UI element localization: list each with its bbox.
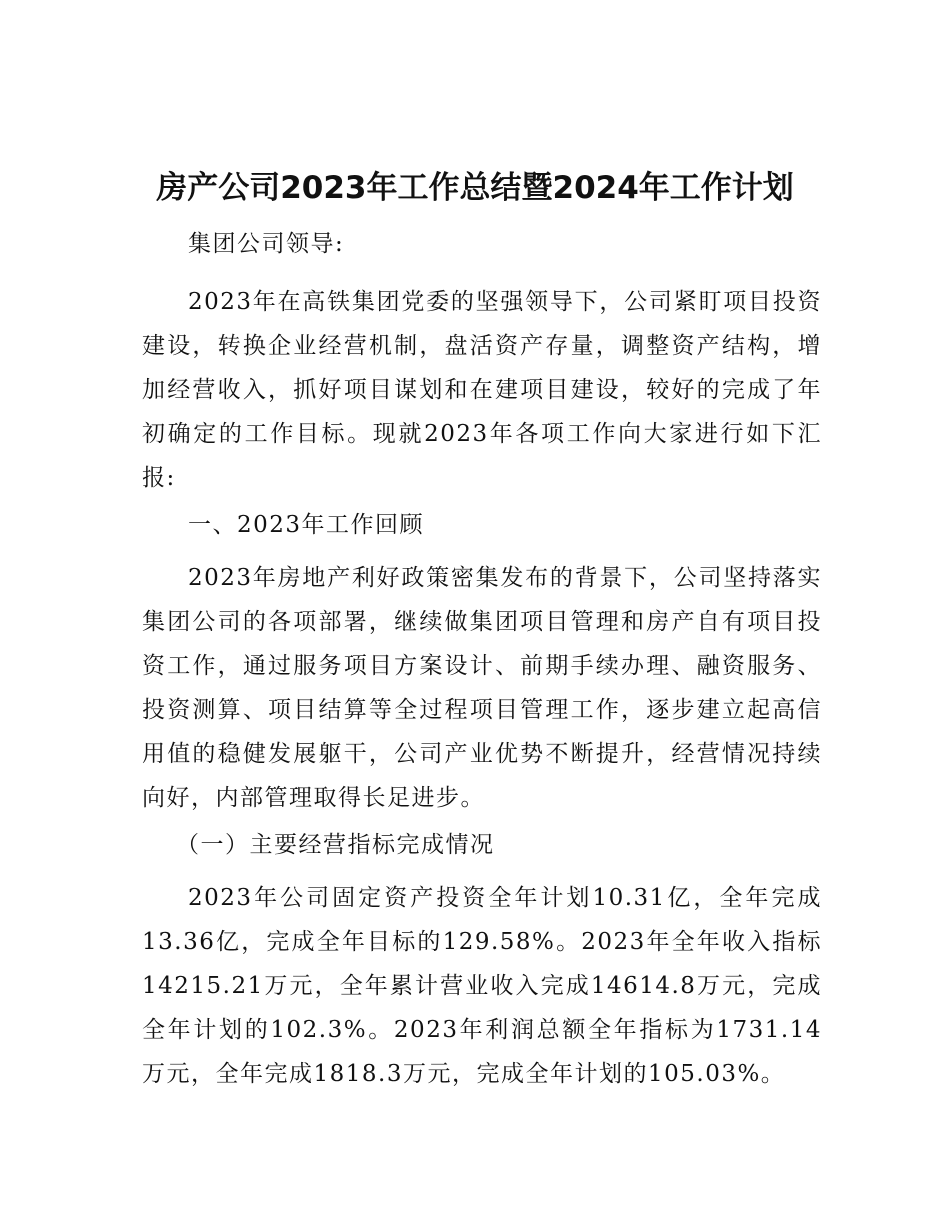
review-paragraph: 2023年房地产利好政策密集发布的背景下，公司坚持落实集团公司的各项部署，继续做集团项目管理和房产自有项目投资工作，通过服务项目方案设计、前期手续办理、融资服务、投资测算、项目结算等全过程项目管理工作，逐步建立起高信用值的稳健发展躯干，公司产业优势不断提升，经营情况持续向好，内部管理取得长足进步。	[142, 565, 822, 811]
indicators-paragraph: 2023年公司固定资产投资全年计划10.31亿，全年完成13.36亿，完成全年目标的129.58%。2023年全年收入指标14215.21万元，全年累计营业收入完成14614.8万元，完成全年计划的102.3%。2023年利润总额全年指标为1731.14万元，全年完成1818.3万元，完成全年计划的105.03%。	[142, 885, 822, 1087]
salutation: 集团公司领导:	[188, 231, 345, 257]
section-heading-review: 一、2023年工作回顾	[188, 512, 425, 538]
document-title: 房产公司2023年工作总结暨2024年工作计划	[156, 170, 794, 206]
subsection-heading-indicators: （一）主要经营指标完成情况	[176, 832, 495, 858]
intro-paragraph: 2023年在高铁集团党委的坚强领导下，公司紧盯项目投资建设，转换企业经营机制，盘活资产存量，调整资产结构，增加经营收入，抓好项目谋划和在建项目建设，较好的完成了年初确定的工作目标。现就2023年各项工作向大家进行如下汇报:	[142, 289, 822, 491]
